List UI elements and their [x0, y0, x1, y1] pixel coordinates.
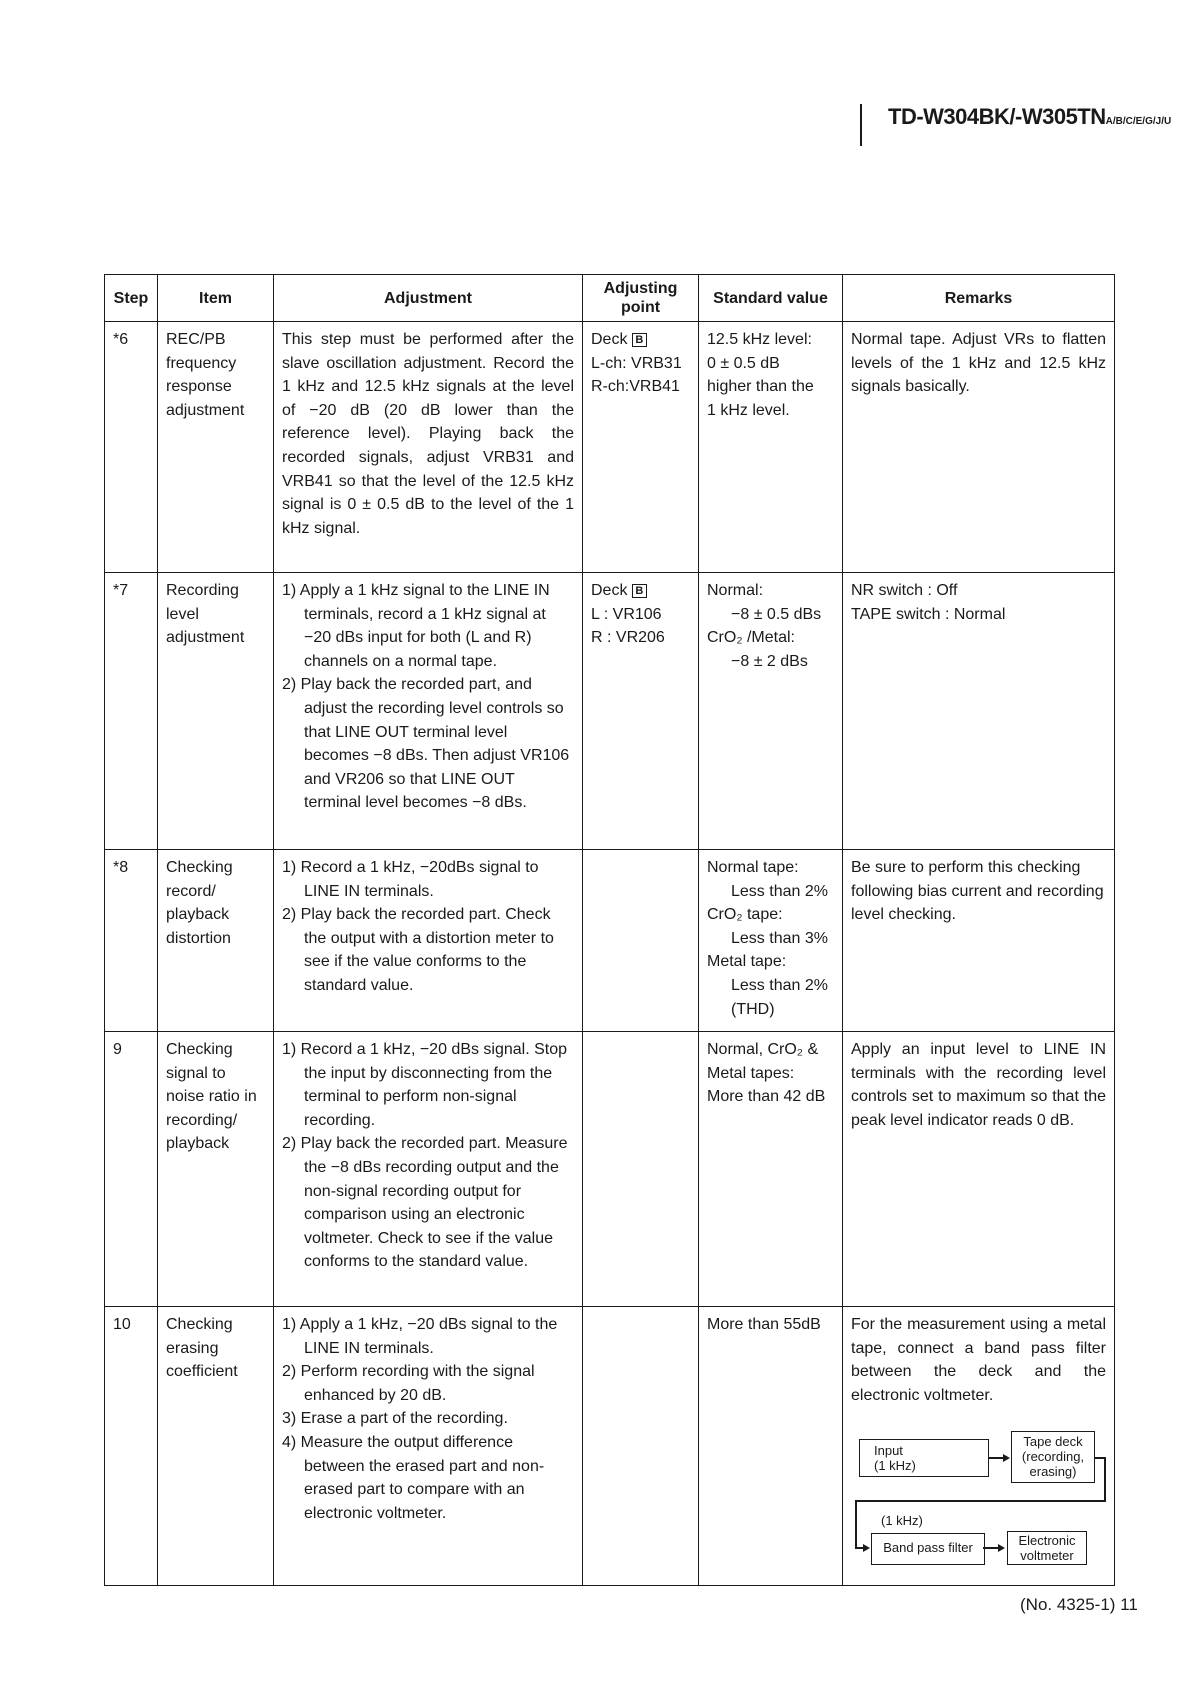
item-line: noise ratio in — [166, 1088, 257, 1106]
item-line: distortion — [166, 929, 231, 947]
table-row — [105, 1032, 1115, 1307]
item-line: adjustment — [166, 401, 245, 419]
step-cell: *6 — [105, 322, 158, 573]
model-title: TD-W304BK/-W305TN — [888, 104, 1106, 129]
step-cell: *7 — [105, 573, 158, 850]
arrow-icon — [863, 1544, 870, 1552]
remarks-cell: Be sure to perform this checking following bias current and recording level checking. — [843, 850, 1115, 1032]
bpf-freq-label: (1 kHz) — [881, 1513, 923, 1529]
table-row — [105, 850, 1115, 1032]
adjusting-point-cell — [583, 1032, 699, 1307]
standard-value-cell — [699, 573, 843, 850]
item-cell — [158, 850, 274, 1032]
item-line: record/ — [166, 882, 216, 900]
table-row — [105, 573, 1115, 850]
item-line: Checking — [166, 1041, 233, 1058]
standard-value-line: Normal tape: — [707, 859, 799, 876]
item-line: Checking — [166, 1316, 233, 1333]
voltmeter-box — [1007, 1531, 1087, 1565]
procedure-step: 1) Apply a 1 kHz, −20 dBs signal to the LINE IN terminals. — [282, 1316, 558, 1357]
connection-diagram — [851, 1429, 1111, 1579]
deck-mark: B — [632, 584, 647, 598]
deck-label: Deck — [591, 331, 628, 348]
standard-value-line: Metal tape: — [707, 953, 787, 971]
item-line: Recording — [166, 582, 239, 599]
model-suffix: A/B/C/E/G/J/U — [1105, 116, 1172, 127]
item-line: REC/PB — [166, 331, 226, 348]
procedure-step: 2) Perform recording with the signal enhanced by 20 dB. — [282, 1363, 535, 1404]
adjustment-cell — [274, 573, 583, 850]
remarks-cell: Normal tape. Adjust VRs to flatten levels of the 1 kHz and 12.5 kHz signals basically. — [843, 322, 1115, 573]
tape-deck-box — [1011, 1431, 1095, 1483]
remarks-cell — [843, 573, 1115, 850]
input-label: Input — [874, 1443, 903, 1459]
standard-value-line: CrO₂ /Metal: — [707, 629, 795, 647]
item-line: frequency — [166, 354, 237, 372]
header-remarks: Remarks — [843, 275, 1115, 322]
header-adjusting-point: Adjusting point — [583, 275, 699, 322]
item-line: adjustment — [166, 629, 245, 647]
tape-deck-label: Tape deck — [1023, 1434, 1083, 1450]
arrow-icon — [998, 1544, 1005, 1552]
step-cell: 9 — [105, 1032, 158, 1307]
standard-value-line: CrO₂ tape: — [707, 906, 783, 924]
item-line: Checking — [166, 859, 233, 876]
standard-value-line: −8 ± 0.5 dBs — [731, 605, 822, 623]
item-line: recording/ — [166, 1111, 238, 1129]
remarks-line: TAPE switch : Normal — [851, 605, 1006, 623]
header-step: Step — [105, 275, 158, 322]
adjusting-point-line: L : VR106 — [591, 605, 662, 623]
deck-mark: B — [632, 333, 647, 347]
standard-value-line: Normal: — [707, 582, 764, 599]
item-line: level — [166, 605, 199, 623]
procedure-step: 2) Play back the recorded part, and adjust the recording level controls so that LINE OUT terminal level becomes −8 dBs. Then adjust VR106 and VR206 so that LINE OUT terminal level becomes −8 dBs. — [282, 676, 570, 812]
procedure-step: 3) Erase a part of the recording. — [282, 1410, 508, 1428]
item-line: playback — [166, 1135, 230, 1153]
standard-value-line: higher than the — [707, 378, 814, 396]
tape-deck-label: (recording, — [1021, 1449, 1085, 1465]
input-box — [859, 1439, 989, 1477]
procedure-step: 2) Play back the recorded part. Measure the −8 dBs recording output and the non-signal recording output for comparison using an electronic voltmeter. Check to see if the value conforms to the standard value. — [282, 1135, 568, 1271]
step-cell: *8 — [105, 850, 158, 1032]
adjustment-cell — [274, 1307, 583, 1586]
standard-value-line: (THD) — [731, 1000, 775, 1018]
table-row — [105, 1307, 1115, 1586]
adjusting-point-cell — [583, 322, 699, 573]
item-cell — [158, 1307, 274, 1586]
item-line: playback — [166, 906, 230, 924]
adjustment-table — [104, 274, 1115, 1586]
standard-value-line: Less than 2% — [731, 976, 828, 994]
header-adjustment: Adjustment — [274, 275, 583, 322]
standard-value-line: Normal, CrO₂ & — [707, 1041, 819, 1058]
item-line: signal to — [166, 1064, 226, 1082]
standard-value-line: 0 ± 0.5 dB — [707, 354, 780, 372]
adjusting-point-line: L-ch: VRB31 — [591, 354, 682, 372]
header-standard-value: Standard value — [699, 275, 843, 322]
standard-value-line: Less than 2% — [731, 882, 828, 900]
adjusting-point-cell — [583, 850, 699, 1032]
input-freq: (1 kHz) — [874, 1458, 916, 1474]
standard-value-line: 1 kHz level. — [707, 401, 790, 419]
item-line: erasing — [166, 1339, 219, 1357]
adjusting-point-line: R : VR206 — [591, 629, 665, 647]
adjusting-point-cell — [583, 573, 699, 850]
item-cell — [158, 573, 274, 850]
adjustment-cell: This step must be performed after the slave oscillation adjustment. Record the 1 kHz and 12.5 kHz signals at the level of −20 dB (20 dB lower than the reference level). Playing back the recorded signals, adjust VRB31 and VRB41 so that the level of the 12.5 kHz signal is 0 ± 0.5 dB to the level of the 1 kHz signal. — [274, 322, 583, 573]
remarks-cell: Apply an input level to LINE IN terminals with the recording level controls set to maximum so that the peak level indicator reads 0 dB. — [843, 1032, 1115, 1307]
procedure-step: 4) Measure the output difference between the erased part and non-erased part to compare with an electronic voltmeter. — [282, 1433, 545, 1522]
adjusting-point-cell — [583, 1307, 699, 1586]
remarks-line: NR switch : Off — [851, 582, 958, 599]
procedure-step: 1) Record a 1 kHz, −20dBs signal to LINE IN terminals. — [282, 859, 539, 900]
step-cell: 10 — [105, 1307, 158, 1586]
item-line: coefficient — [166, 1363, 238, 1381]
item-cell — [158, 322, 274, 573]
arrow-icon — [1003, 1454, 1010, 1462]
table-row — [105, 322, 1115, 573]
standard-value-cell — [699, 1032, 843, 1307]
standard-value-line: Metal tapes: — [707, 1064, 795, 1082]
standard-value-line: Less than 3% — [731, 929, 828, 947]
standard-value-line: More than 55dB — [707, 1316, 821, 1333]
procedure-step: 1) Apply a 1 kHz signal to the LINE IN terminals, record a 1 kHz signal at −20 dBs input for both (L and R) channels on a normal tape. — [282, 582, 550, 670]
table-header-row — [105, 275, 1115, 322]
remarks-text: For the measurement using a metal tape, connect a band pass filter between the deck and the electronic voltmeter. — [851, 1316, 1106, 1404]
item-line: response — [166, 378, 232, 396]
procedure-step: 2) Play back the recorded part. Check the output with a distortion meter to see if the value conforms to the standard value. — [282, 906, 554, 994]
document-header — [860, 104, 1191, 146]
voltmeter-label: Electronic — [1018, 1533, 1076, 1549]
adjusting-point-line: R-ch:VRB41 — [591, 378, 680, 396]
standard-value-cell — [699, 1307, 843, 1586]
header-item: Item — [158, 275, 274, 322]
item-cell — [158, 1032, 274, 1307]
adjustment-cell — [274, 850, 583, 1032]
adjustment-cell — [274, 1032, 583, 1307]
voltmeter-label: voltmeter — [1020, 1548, 1074, 1564]
standard-value-line: 12.5 kHz level: — [707, 331, 812, 348]
page-number: (No. 4325-1) 11 — [1020, 1595, 1138, 1614]
standard-value-cell — [699, 850, 843, 1032]
standard-value-line: More than 42 dB — [707, 1088, 826, 1106]
standard-value-cell — [699, 322, 843, 573]
procedure-step: 1) Record a 1 kHz, −20 dBs signal. Stop the input by disconnecting from the terminal to perform non-signal recording. — [282, 1041, 568, 1129]
remarks-cell — [843, 1307, 1115, 1586]
deck-label: Deck — [591, 582, 628, 599]
tape-deck-label: erasing) — [1029, 1464, 1077, 1480]
band-pass-filter-box: Band pass filter — [871, 1533, 985, 1565]
standard-value-line: −8 ± 2 dBs — [731, 652, 808, 670]
